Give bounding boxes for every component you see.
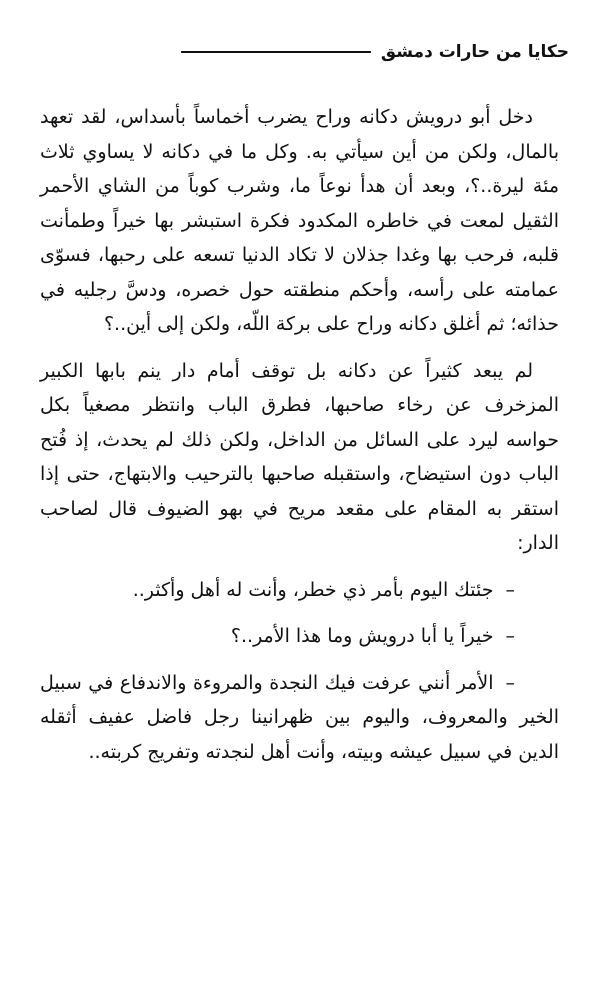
dialogue-text: الأمر أنني عرفت فيك النجدة والمروءة والاندفاع في سبيل الخير والمعروف، واليوم بين ظهرانينا رجل فاضل عفيف أثقله الدين في سبيل عيشه وبيته، وأنت أهل لنجدته وتفريج كربته.. <box>40 671 559 763</box>
dialogue-dash: – <box>505 625 515 647</box>
dialogue-line-3 <box>40 666 559 770</box>
dialogue-line-2 <box>40 619 559 654</box>
paragraph-1: دخل أبو درويش دكانه وراح يضرب أخماساً بأسداس، لقد تعهد بالمال، ولكن من أين سيأتي به. وكل ما في دكانه لا يساوي ثلاث مئة ليرة..؟، وبعد أن هدأ نوعاً ما، وشرب كوباً من الشاي الأحمر الثقيل لمعت في خاطره المكدود فكرة استبشر بها خيراً وطمأنت قلبه، فرحب بها وغدا جذلان لا تكاد الدنيا تسعه على رحبها، فسوّى عمامته على رأسه، وأحكم منطقته حول خصره، ودسَّ رجليه في حذائه؛ ثم أغلق دكانه وراح على بركة اللّه، ولكن إلى أين..؟ <box>40 106 559 335</box>
header-rule <box>181 51 371 53</box>
dialogue-dash: – <box>505 578 515 601</box>
paragraph-2: لم يبعد كثيراً عن دكانه بل توقف أمام دار ينم بابها الكبير المزخرف عن رخاء صاحبها، فطرق الباب وانتظر مصغياً بكل حواسه ليرد على السائل من الداخل، ولكن ذلك لم يحدث، إذ فُتح الباب دون استيضاح، واستقبله صاحبها بالترحيب والابتهاج، حتى إذا استقر به المقام على مقعد مريح في بهو الضيوف قال لصاحب الدار: <box>40 359 559 554</box>
running-title: حكايا من حارات دمشق <box>380 42 569 62</box>
page-body <box>40 100 559 781</box>
dialogue-text: جئتك اليوم بأمر ذي خطر، وأنت له أهل وأكثر.. <box>132 578 494 601</box>
dialogue-dash: – <box>505 671 515 694</box>
dialogue-line-1 <box>40 573 559 608</box>
dialogue-text: خيراً يا أبا درويش وما هذا الأمر..؟ <box>230 625 494 647</box>
running-header <box>149 38 569 66</box>
